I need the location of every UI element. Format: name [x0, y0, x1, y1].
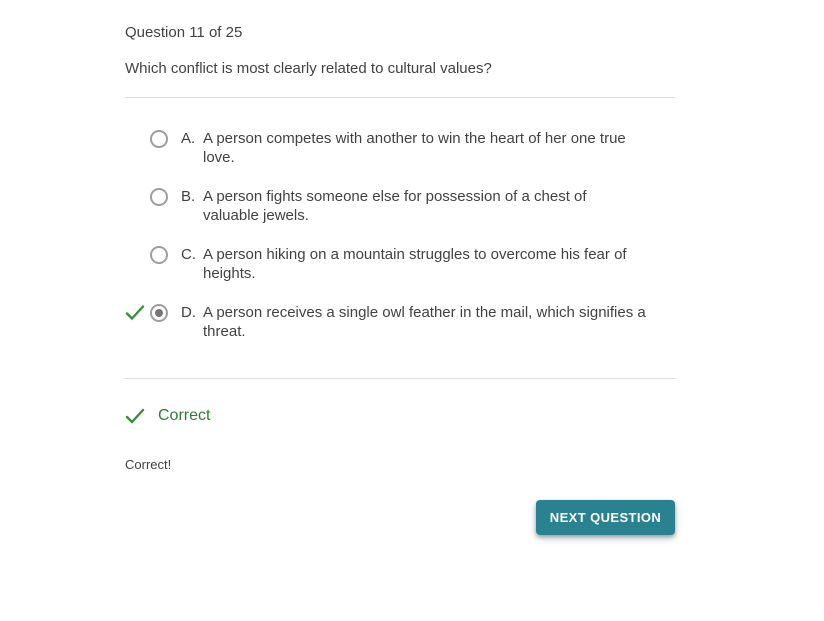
option-text: A person receives a single owl feather in the mail, which signifies a threat.: [203, 304, 646, 340]
answer-option-d[interactable]: [125, 303, 675, 341]
option-text: A person fights someone else for possession of a chest of valuable jewels.: [203, 188, 587, 224]
feedback-message: Correct!: [125, 457, 172, 472]
answer-option-a[interactable]: [125, 129, 675, 167]
correct-check-icon: [125, 303, 150, 322]
check-slot-empty: [125, 187, 150, 206]
feedback-status: [125, 406, 210, 426]
radio-option-b[interactable]: [150, 188, 168, 206]
option-text: A person competes with another to win the heart of her one true love.: [203, 130, 626, 166]
answer-options: [125, 129, 675, 361]
next-question-button[interactable]: NEXT QUESTION: [536, 500, 675, 535]
radio-option-d-selected[interactable]: [150, 304, 168, 322]
correct-check-icon: [125, 406, 147, 426]
option-letter: B.: [181, 188, 196, 205]
option-text: A person hiking on a mountain struggles to overcome his fear of heights.: [203, 246, 627, 282]
radio-option-a[interactable]: [150, 130, 168, 148]
question-text: Which conflict is most clearly related to cultural values?: [125, 60, 492, 77]
check-slot-empty: [125, 245, 150, 264]
radio-option-c[interactable]: [150, 246, 168, 264]
answer-option-b[interactable]: [125, 187, 675, 225]
question-progress: Question 11 of 25: [125, 24, 243, 41]
feedback-status-label: Correct: [158, 407, 211, 424]
divider-bottom: [125, 378, 675, 379]
option-letter: C.: [181, 246, 196, 263]
answer-option-c[interactable]: [125, 245, 675, 283]
divider-top: [125, 97, 675, 98]
check-slot-empty: [125, 129, 150, 148]
option-letter: A.: [181, 130, 196, 147]
option-letter: D.: [181, 304, 196, 321]
